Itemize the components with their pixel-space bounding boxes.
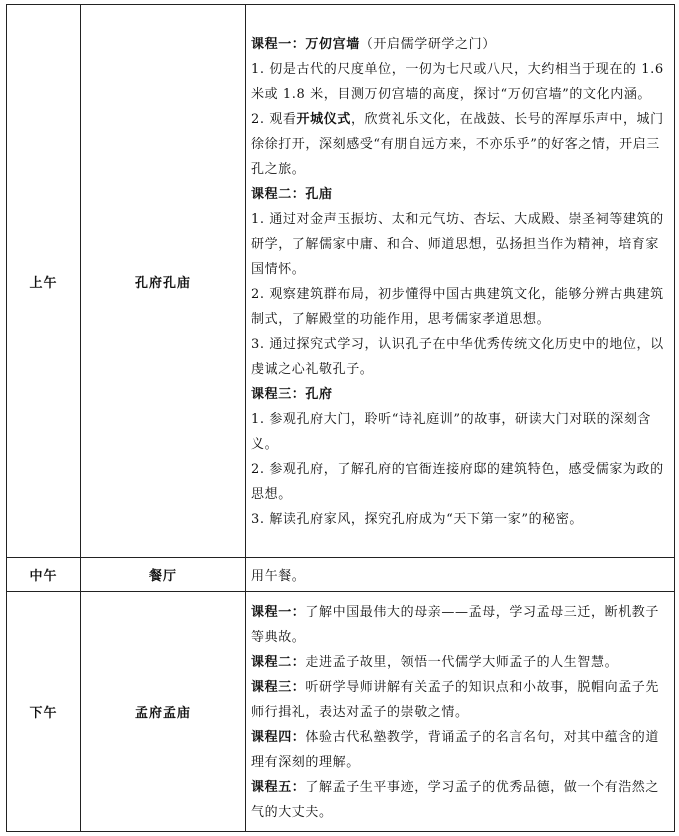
afternoon-course-4-text: 体验古代私塾教学，背诵孟子的名言名句，对其中蕴含的道理有深刻的理解。	[251, 729, 660, 770]
afternoon-course-1-label: 课程一：	[251, 604, 306, 620]
course1-title: 课程一：万仞宫墙	[251, 36, 360, 52]
course2-item-2: 2. 观察建筑群布局，初步懂得中国古典建筑文化，能够分辨古典建筑制式，了解殿堂的功能作用，思考儒家孝道思想。	[251, 286, 664, 327]
course1-item-2	[251, 107, 668, 182]
content-cell-noon: 用午餐。	[246, 558, 675, 592]
afternoon-course-5-label: 课程五：	[251, 779, 306, 795]
time-cell-morning: 上午	[7, 5, 81, 558]
course3-item-3: 3. 解读孔府家风，探究孔府成为“天下第一家”的秘密。	[251, 511, 584, 527]
content-cell-morning	[246, 5, 675, 558]
course1-item-2-emphasis: 开城仪式	[296, 111, 351, 127]
afternoon-course-3-label: 课程三：	[251, 679, 306, 695]
table-row-morning	[7, 5, 675, 558]
table-row-afternoon	[7, 592, 675, 832]
afternoon-course-5	[251, 775, 668, 825]
content-cell-afternoon	[246, 592, 675, 832]
time-cell-noon: 中午	[7, 558, 81, 592]
course1-item-1: 1. 仞是古代的尺度单位，一仞为七尺或八尺，大约相当于现在的 1.6 米或 1.8 米，目测万仞宫墙的高度，探讨“万仞宫墙”的文化内涵。	[251, 61, 664, 102]
course1-item-2-suffix: ，欣赏礼乐文化，在战鼓、长号的浑厚乐声中，城门徐徐打开，深刻感受“有朋自远方来，不亦乐乎”的好客之情，开启三孔之旅。	[251, 111, 664, 177]
afternoon-course-2-label: 课程二：	[251, 654, 306, 670]
course1-item-2-prefix: 2. 观看	[251, 111, 297, 127]
course3-item-2: 2. 参观孔府，了解孔府的官衙连接府邸的建筑特色，感受儒家为政的思想。	[251, 461, 664, 502]
course1-heading	[251, 32, 668, 57]
afternoon-course-2-text: 走进孟子故里，领悟一代儒学大师孟子的人生智慧。	[305, 654, 619, 670]
course1-subtitle: （开启儒学研学之门）	[359, 36, 496, 52]
time-cell-afternoon: 下午	[7, 592, 81, 832]
afternoon-course-4-label: 课程四：	[251, 729, 306, 745]
afternoon-course-4	[251, 725, 668, 775]
place-cell-afternoon: 孟府孟庙	[81, 592, 246, 832]
afternoon-course-1	[251, 600, 668, 650]
course2-item-1: 1. 通过对金声玉振坊、太和元气坊、杏坛、大成殿、崇圣祠等建筑的研学，了解儒家中庸、和合、师道思想，弘扬担当作为精神，培育家国情怀。	[251, 211, 664, 277]
itinerary-table	[6, 4, 675, 832]
afternoon-course-3-text: 听研学导师讲解有关孟子的知识点和小故事，脱帽向孟子先师行揖礼，表达对孟子的崇敬之情。	[251, 679, 660, 720]
course3-title: 课程三：孔府	[251, 386, 333, 402]
place-cell-noon: 餐厅	[81, 558, 246, 592]
place-cell-morning: 孔府孔庙	[81, 5, 246, 558]
course2-title: 课程二：孔庙	[251, 186, 333, 202]
afternoon-course-1-text: 了解中国最伟大的母亲——孟母，学习孟母三迁，断机教子等典故。	[251, 604, 660, 645]
afternoon-course-2	[251, 650, 668, 675]
course2-item-3: 3. 通过探究式学习，认识孔子在中华优秀传统文化历史中的地位，以虔诚之心礼敬孔子。	[251, 336, 664, 377]
table-row-noon	[7, 558, 675, 592]
afternoon-course-5-text: 了解孟子生平事迹，学习孟子的优秀品德，做一个有浩然之气的大丈夫。	[251, 779, 660, 820]
course3-item-1: 1. 参观孔府大门，聆听“诗礼庭训”的故事，研读大门对联的深刻含义。	[251, 411, 652, 452]
afternoon-course-3	[251, 675, 668, 725]
